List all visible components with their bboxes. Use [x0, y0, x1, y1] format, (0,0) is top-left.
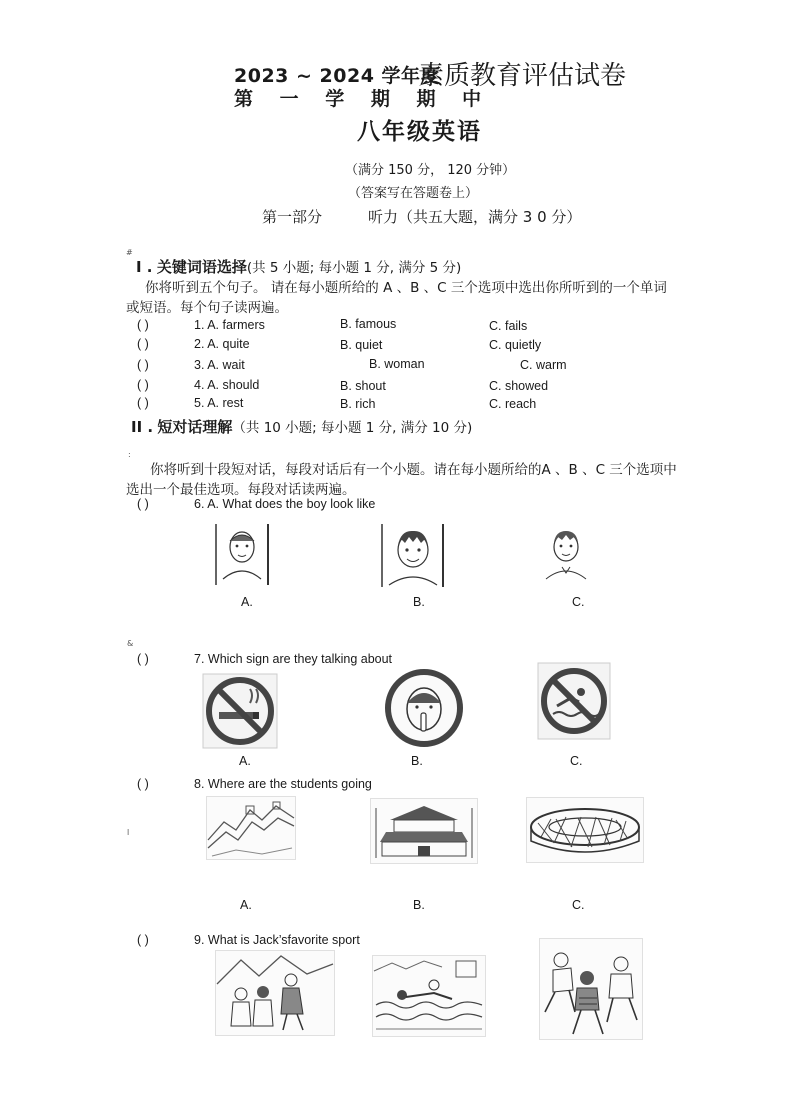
- section-1-instruction-cont: 或短语。每个句子读两遍。: [126, 300, 288, 316]
- great-wall-picture[interactable]: [206, 796, 296, 860]
- section-2-number: II .: [131, 418, 154, 436]
- answer-blank[interactable]: ( ): [137, 497, 149, 511]
- section-2-meta: （共 10 小题; 每小题 1 分, 满分 10 分): [232, 420, 473, 436]
- answer-blank[interactable]: ( ): [137, 318, 149, 332]
- answer-note: （答案写在答题卷上）: [348, 186, 479, 201]
- section-1-name: 关键词语选择: [156, 258, 247, 276]
- section-2-instruction: 你将听到十段短对话，每段对话后有一个小题。请在每小题所给的A 、B 、C 三个选项中: [150, 462, 677, 478]
- option-b: B. rich: [340, 397, 376, 411]
- choice-label-c: C.: [572, 898, 585, 912]
- option-b: B. quiet: [340, 338, 383, 352]
- tiananmen-picture[interactable]: [370, 798, 478, 864]
- no-swimming-sign-picture[interactable]: [537, 662, 611, 740]
- birds-nest-stadium-picture[interactable]: [526, 797, 644, 863]
- option-c: C. quietly: [489, 338, 542, 352]
- question-8-text: 8. Where are the students going: [194, 777, 372, 791]
- answer-blank[interactable]: ( ): [137, 358, 149, 372]
- option-c: C. fails: [489, 319, 528, 333]
- score-and-time: （满分 150 分， 120 分钟）: [345, 163, 516, 178]
- answer-blank[interactable]: ( ): [137, 337, 149, 351]
- part-label: 第一部分: [262, 208, 323, 226]
- section-2-name: 短对话理解: [157, 418, 233, 436]
- no-smoking-sign-picture[interactable]: [202, 673, 278, 749]
- part-description: 听力（共五大题，满分 3 0 分）: [368, 208, 582, 226]
- answer-blank[interactable]: ( ): [137, 777, 149, 791]
- choice-label-a: A.: [239, 754, 251, 768]
- option-a: 1. A. farmers: [194, 318, 265, 332]
- answer-blank[interactable]: ( ): [137, 378, 149, 392]
- speck-mark: &: [127, 639, 134, 648]
- exam-term: 第 一 学 期 期 中: [234, 88, 492, 110]
- option-a: 3. A. wait: [194, 358, 245, 372]
- option-c: C. warm: [520, 358, 567, 372]
- boy-face-picture-b[interactable]: [381, 523, 446, 588]
- answer-blank[interactable]: ( ): [137, 396, 149, 410]
- choice-label-b: B.: [413, 898, 425, 912]
- choice-label-c: C.: [572, 595, 585, 609]
- option-c: C. showed: [489, 379, 549, 393]
- swimming-picture[interactable]: [372, 955, 486, 1037]
- section-2-heading: [131, 416, 472, 437]
- choice-label-a: A.: [240, 898, 252, 912]
- section-1-number: I .: [136, 258, 153, 276]
- keep-quiet-sign-picture[interactable]: [383, 667, 465, 749]
- choice-label-a: A.: [241, 595, 253, 609]
- speck-mark: :: [128, 450, 131, 459]
- option-b: B. shout: [340, 379, 386, 393]
- hiking-picture[interactable]: [215, 950, 335, 1036]
- speck-mark: #: [126, 248, 133, 257]
- choice-label-b: B.: [411, 754, 423, 768]
- question-9-text: 9. What is Jack’sfavorite sport: [194, 933, 360, 947]
- speck-mark: l: [127, 828, 130, 837]
- choice-label-c: C.: [570, 754, 583, 768]
- exam-subject: 八年级英语: [357, 119, 482, 145]
- boy-face-picture-c[interactable]: [540, 523, 592, 581]
- option-a: 5. A. rest: [194, 396, 244, 410]
- option-a: 4. A. should: [194, 378, 260, 392]
- section-1-heading: [136, 256, 461, 277]
- section-1-meta: (共 5 小题; 每小题 1 分, 满分 5 分): [246, 260, 462, 276]
- section-1-instruction: 你将听到五个句子。 请在每小题所给的 A 、B 、C 三个选项中选出你所听到的一个单词: [145, 280, 667, 296]
- choice-label-b: B.: [413, 595, 425, 609]
- question-7-text: 7. Which sign are they talking about: [194, 652, 393, 666]
- option-c: C. reach: [489, 397, 537, 411]
- exam-title: 素质教育评估试卷: [418, 61, 627, 91]
- question-6-text: 6. A. What does the boy look like: [194, 497, 376, 511]
- option-a: 2. A. quite: [194, 337, 250, 351]
- section-2-instruction-cont: 选出一个最佳选项。每段对话读两遍。: [126, 482, 356, 498]
- answer-blank[interactable]: ( ): [137, 933, 149, 947]
- option-b: B. famous: [340, 317, 397, 331]
- boy-face-picture-a[interactable]: [215, 523, 270, 586]
- answer-blank[interactable]: ( ): [137, 652, 149, 666]
- school-year: 2023 ~ 2024 学年度: [234, 65, 441, 87]
- option-b: B. woman: [369, 357, 425, 371]
- running-picture[interactable]: [539, 938, 643, 1040]
